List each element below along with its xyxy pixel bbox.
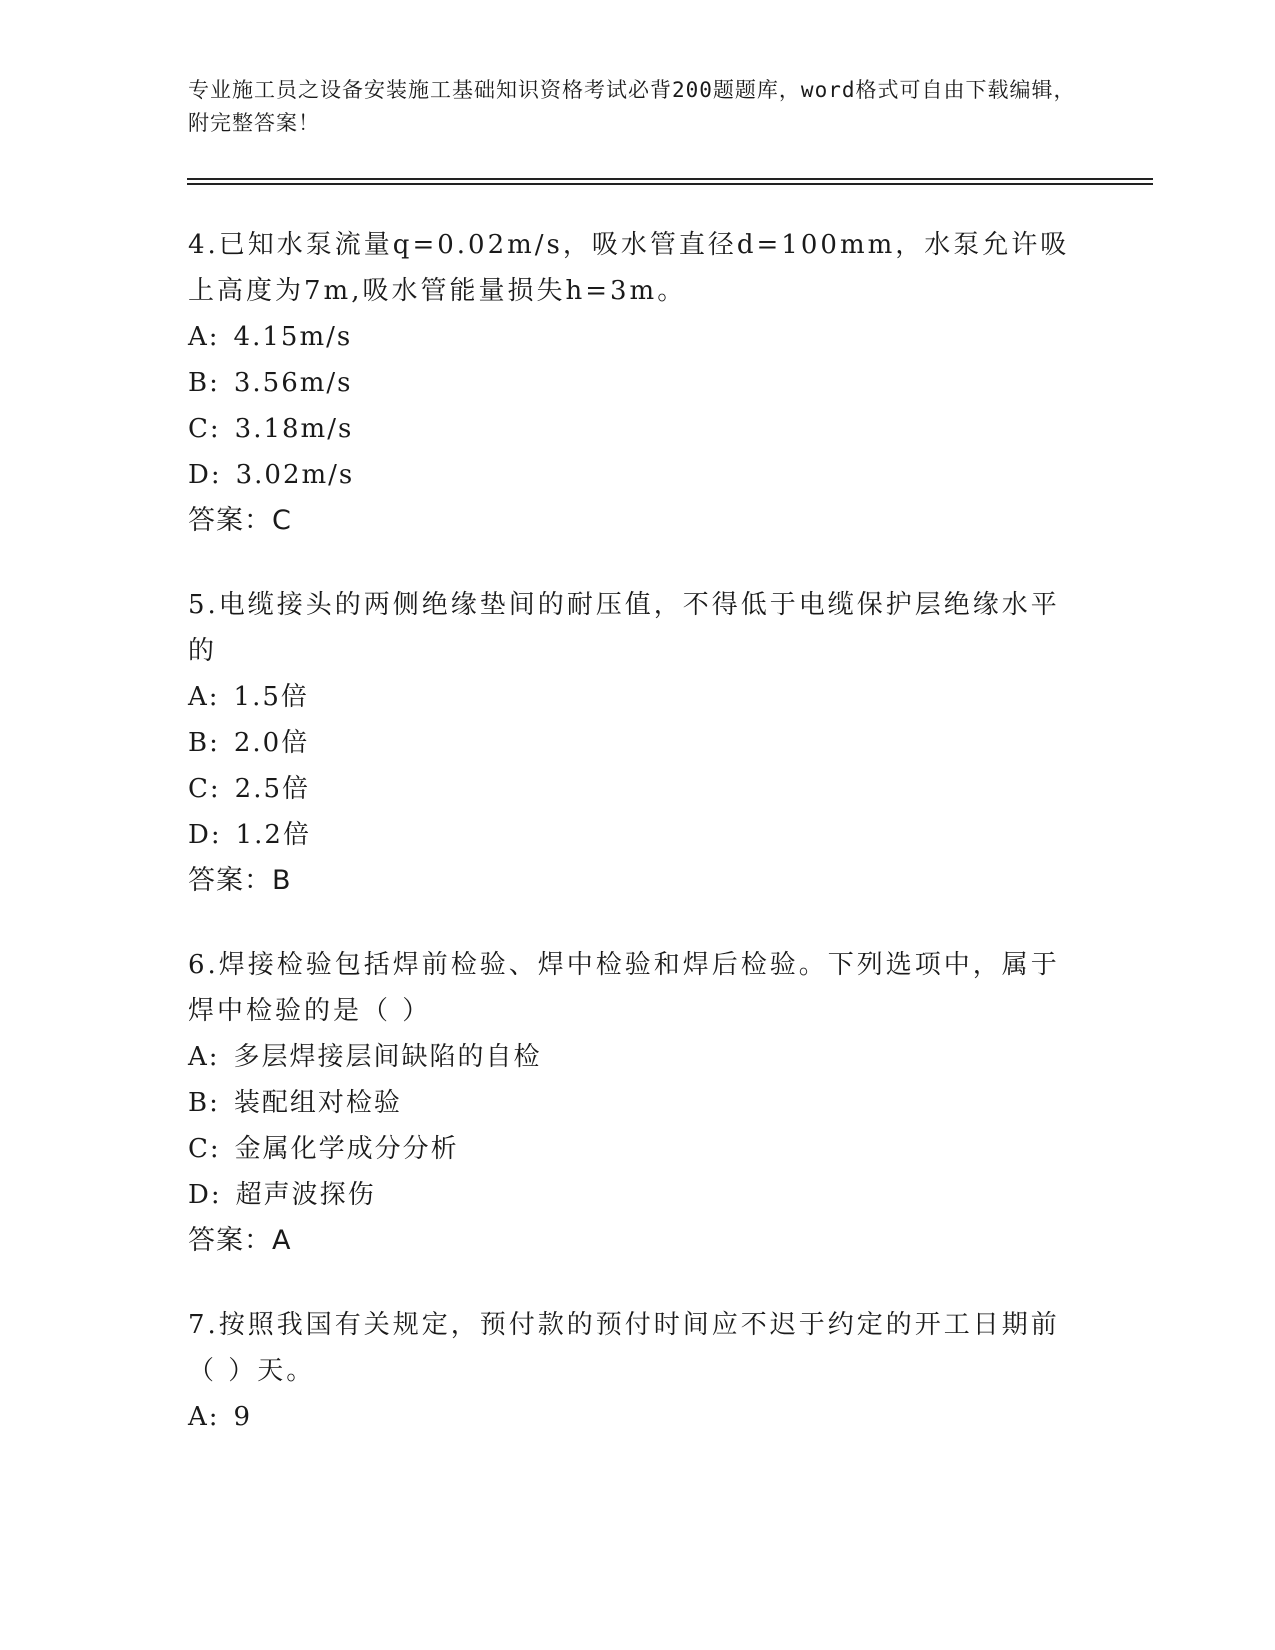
option-b bbox=[188, 720, 1088, 766]
option-a bbox=[188, 1034, 1088, 1080]
answer-line: 答案：A bbox=[188, 1225, 292, 1256]
option-text: 多层焊接层间缺陷的自检 bbox=[233, 1042, 542, 1072]
option-text: 装配组对检验 bbox=[233, 1088, 402, 1118]
option-key: B: bbox=[188, 1088, 220, 1118]
question-stem: 6.焊接检验包括焊前检验、焊中检验和焊后检验。下列选项中，属于焊中检验的是（ ） bbox=[188, 950, 1060, 1026]
question-4 bbox=[188, 222, 1088, 544]
document-header: 专业施工员之设备安装施工基础知识资格考试必背200题题库，word格式可自由下载编辑，附完整答案！ bbox=[188, 78, 1076, 135]
option-text: 1.2倍 bbox=[235, 820, 311, 850]
option-text: 2.0倍 bbox=[233, 728, 310, 758]
option-key: A: bbox=[188, 682, 220, 712]
option-key: A: bbox=[188, 322, 220, 352]
question-7 bbox=[188, 1302, 1088, 1440]
option-text: 2.5倍 bbox=[234, 774, 311, 804]
option-key: D: bbox=[188, 460, 222, 490]
option-a bbox=[188, 1394, 1088, 1440]
option-key: B: bbox=[188, 728, 220, 758]
question-6 bbox=[188, 942, 1088, 1264]
answer-line: 答案：B bbox=[188, 865, 292, 896]
option-c bbox=[188, 1126, 1088, 1172]
option-text: 9 bbox=[233, 1402, 253, 1432]
question-stem: 5.电缆接头的两侧绝缘垫间的耐压值，不得低于电缆保护层绝缘水平的 bbox=[188, 590, 1060, 666]
option-a bbox=[188, 674, 1088, 720]
option-key: C: bbox=[188, 774, 221, 804]
option-key: D: bbox=[188, 1180, 222, 1210]
option-text: 3.02m/s bbox=[235, 460, 355, 490]
question-stem: 7.按照我国有关规定，预付款的预付时间应不迟于约定的开工日期前（ ）天。 bbox=[188, 1310, 1060, 1386]
option-d bbox=[188, 1172, 1088, 1218]
option-text: 4.15m/s bbox=[233, 322, 353, 352]
answer-line: 答案：C bbox=[188, 505, 292, 536]
option-b bbox=[188, 1080, 1088, 1126]
option-text: 超声波探伤 bbox=[235, 1180, 376, 1210]
option-text: 3.56m/s bbox=[233, 368, 353, 398]
option-text: 3.18m/s bbox=[234, 414, 354, 444]
header-divider bbox=[187, 178, 1153, 180]
option-key: B: bbox=[188, 368, 220, 398]
option-d bbox=[188, 812, 1088, 858]
option-a bbox=[188, 314, 1088, 360]
option-key: D: bbox=[188, 820, 222, 850]
option-b bbox=[188, 360, 1088, 406]
option-key: A: bbox=[188, 1402, 220, 1432]
header-divider-second bbox=[187, 183, 1153, 185]
option-c bbox=[188, 766, 1088, 812]
option-key: A: bbox=[188, 1042, 220, 1072]
option-d bbox=[188, 452, 1088, 498]
question-stem: 4.已知水泵流量q=0.02m/s，吸水管直径d=100mm，水泵允许吸上高度为7m,吸水管能量损失h=3m。 bbox=[188, 230, 1070, 306]
option-key: C: bbox=[188, 414, 221, 444]
question-5 bbox=[188, 582, 1088, 904]
option-text: 金属化学成分分析 bbox=[234, 1134, 459, 1164]
option-text: 1.5倍 bbox=[233, 682, 309, 712]
option-c bbox=[188, 406, 1088, 452]
option-key: C: bbox=[188, 1134, 221, 1164]
